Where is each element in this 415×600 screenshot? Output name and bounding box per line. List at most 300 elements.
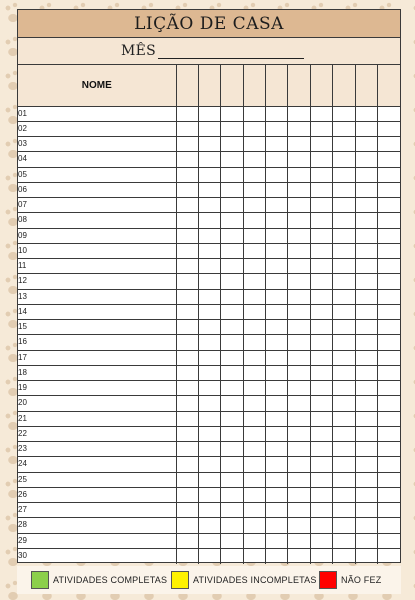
check-cell[interactable] [288, 472, 310, 487]
check-cell[interactable] [221, 426, 243, 441]
check-cell[interactable] [176, 137, 198, 152]
check-cell[interactable] [378, 350, 400, 365]
check-cell[interactable] [266, 381, 288, 396]
check-cell[interactable] [355, 106, 377, 121]
check-cell[interactable] [176, 152, 198, 167]
check-cell[interactable] [176, 198, 198, 213]
check-cell[interactable] [333, 365, 355, 380]
check-cell[interactable] [221, 106, 243, 121]
check-cell[interactable] [198, 381, 220, 396]
check-cell[interactable] [333, 137, 355, 152]
check-cell[interactable] [176, 396, 198, 411]
check-cell[interactable] [221, 487, 243, 502]
check-cell[interactable] [310, 167, 332, 182]
check-cell[interactable] [355, 457, 377, 472]
check-cell[interactable] [176, 518, 198, 533]
check-cell[interactable] [310, 289, 332, 304]
check-cell[interactable] [266, 548, 288, 563]
check-cell[interactable] [378, 442, 400, 457]
check-cell[interactable] [221, 289, 243, 304]
check-cell[interactable] [310, 304, 332, 319]
check-cell[interactable] [333, 335, 355, 350]
check-cell[interactable] [355, 137, 377, 152]
check-cell[interactable] [288, 121, 310, 136]
check-cell[interactable] [198, 411, 220, 426]
check-cell[interactable] [198, 518, 220, 533]
student-name-cell[interactable]: 20 [18, 396, 176, 411]
check-cell[interactable] [198, 213, 220, 228]
check-cell[interactable] [221, 411, 243, 426]
check-cell[interactable] [266, 152, 288, 167]
check-cell[interactable] [378, 548, 400, 563]
check-cell[interactable] [378, 274, 400, 289]
check-cell[interactable] [378, 182, 400, 197]
check-cell[interactable] [221, 548, 243, 563]
check-cell[interactable] [243, 365, 265, 380]
check-cell[interactable] [198, 548, 220, 563]
check-cell[interactable] [288, 426, 310, 441]
check-cell[interactable] [266, 442, 288, 457]
check-cell[interactable] [176, 259, 198, 274]
check-cell[interactable] [266, 228, 288, 243]
check-cell[interactable] [221, 442, 243, 457]
check-cell[interactable] [221, 350, 243, 365]
check-cell[interactable] [243, 304, 265, 319]
check-cell[interactable] [310, 228, 332, 243]
check-cell[interactable] [176, 106, 198, 121]
check-cell[interactable] [288, 182, 310, 197]
check-cell[interactable] [288, 213, 310, 228]
check-cell[interactable] [378, 152, 400, 167]
check-cell[interactable] [266, 243, 288, 258]
check-cell[interactable] [221, 152, 243, 167]
check-cell[interactable] [355, 304, 377, 319]
student-name-cell[interactable]: 21 [18, 411, 176, 426]
check-cell[interactable] [310, 381, 332, 396]
check-cell[interactable] [355, 274, 377, 289]
check-cell[interactable] [333, 182, 355, 197]
check-cell[interactable] [288, 381, 310, 396]
check-cell[interactable] [378, 365, 400, 380]
check-cell[interactable] [333, 213, 355, 228]
check-cell[interactable] [288, 503, 310, 518]
check-cell[interactable] [378, 411, 400, 426]
check-cell[interactable] [243, 487, 265, 502]
check-cell[interactable] [288, 167, 310, 182]
check-cell[interactable] [266, 167, 288, 182]
check-cell[interactable] [288, 396, 310, 411]
check-cell[interactable] [378, 381, 400, 396]
check-cell[interactable] [243, 518, 265, 533]
check-cell[interactable] [221, 243, 243, 258]
check-cell[interactable] [333, 274, 355, 289]
check-cell[interactable] [198, 503, 220, 518]
check-cell[interactable] [288, 259, 310, 274]
check-cell[interactable] [288, 487, 310, 502]
check-cell[interactable] [176, 533, 198, 548]
student-name-cell[interactable]: 11 [18, 259, 176, 274]
check-cell[interactable] [288, 533, 310, 548]
check-cell[interactable] [378, 503, 400, 518]
check-cell[interactable] [243, 533, 265, 548]
check-cell[interactable] [243, 243, 265, 258]
check-cell[interactable] [288, 350, 310, 365]
student-name-cell[interactable]: 24 [18, 457, 176, 472]
check-cell[interactable] [333, 411, 355, 426]
student-name-cell[interactable]: 03 [18, 137, 176, 152]
check-cell[interactable] [176, 503, 198, 518]
check-cell[interactable] [288, 320, 310, 335]
student-name-cell[interactable]: 17 [18, 350, 176, 365]
check-cell[interactable] [243, 442, 265, 457]
check-cell[interactable] [266, 533, 288, 548]
check-cell[interactable] [333, 426, 355, 441]
check-cell[interactable] [243, 274, 265, 289]
month-input-line[interactable] [158, 45, 304, 59]
check-cell[interactable] [221, 365, 243, 380]
check-cell[interactable] [310, 518, 332, 533]
check-cell[interactable] [333, 442, 355, 457]
student-name-cell[interactable]: 14 [18, 304, 176, 319]
check-cell[interactable] [198, 152, 220, 167]
check-cell[interactable] [378, 213, 400, 228]
check-cell[interactable] [266, 503, 288, 518]
check-cell[interactable] [333, 243, 355, 258]
check-cell[interactable] [198, 365, 220, 380]
check-cell[interactable] [288, 228, 310, 243]
student-name-cell[interactable]: 06 [18, 182, 176, 197]
check-cell[interactable] [266, 335, 288, 350]
check-cell[interactable] [378, 457, 400, 472]
check-cell[interactable] [243, 335, 265, 350]
check-cell[interactable] [176, 289, 198, 304]
student-name-cell[interactable]: 19 [18, 381, 176, 396]
check-cell[interactable] [378, 289, 400, 304]
check-cell[interactable] [310, 350, 332, 365]
check-cell[interactable] [378, 518, 400, 533]
check-cell[interactable] [176, 411, 198, 426]
check-cell[interactable] [176, 472, 198, 487]
check-cell[interactable] [310, 274, 332, 289]
check-cell[interactable] [221, 304, 243, 319]
check-cell[interactable] [333, 304, 355, 319]
check-cell[interactable] [288, 518, 310, 533]
check-cell[interactable] [266, 106, 288, 121]
check-cell[interactable] [243, 472, 265, 487]
student-name-cell[interactable]: 09 [18, 228, 176, 243]
check-cell[interactable] [221, 198, 243, 213]
check-cell[interactable] [333, 106, 355, 121]
check-cell[interactable] [333, 533, 355, 548]
check-cell[interactable] [288, 457, 310, 472]
check-cell[interactable] [378, 335, 400, 350]
check-cell[interactable] [198, 182, 220, 197]
check-cell[interactable] [355, 548, 377, 563]
check-cell[interactable] [243, 320, 265, 335]
student-name-cell[interactable]: 01 [18, 106, 176, 121]
check-cell[interactable] [288, 152, 310, 167]
student-name-cell[interactable]: 04 [18, 152, 176, 167]
check-cell[interactable] [198, 243, 220, 258]
check-cell[interactable] [266, 182, 288, 197]
check-cell[interactable] [378, 243, 400, 258]
check-cell[interactable] [333, 350, 355, 365]
check-cell[interactable] [176, 243, 198, 258]
check-cell[interactable] [310, 106, 332, 121]
check-cell[interactable] [198, 167, 220, 182]
check-cell[interactable] [176, 167, 198, 182]
check-cell[interactable] [378, 198, 400, 213]
check-cell[interactable] [378, 396, 400, 411]
check-cell[interactable] [355, 426, 377, 441]
check-cell[interactable] [221, 381, 243, 396]
check-cell[interactable] [221, 228, 243, 243]
check-cell[interactable] [378, 426, 400, 441]
check-cell[interactable] [221, 121, 243, 136]
check-cell[interactable] [288, 289, 310, 304]
student-name-cell[interactable]: 28 [18, 518, 176, 533]
student-name-cell[interactable]: 02 [18, 121, 176, 136]
check-cell[interactable] [221, 472, 243, 487]
student-name-cell[interactable]: 23 [18, 442, 176, 457]
check-cell[interactable] [333, 320, 355, 335]
check-cell[interactable] [198, 137, 220, 152]
check-cell[interactable] [266, 457, 288, 472]
check-cell[interactable] [243, 213, 265, 228]
check-cell[interactable] [310, 137, 332, 152]
check-cell[interactable] [333, 487, 355, 502]
check-cell[interactable] [176, 442, 198, 457]
check-cell[interactable] [333, 518, 355, 533]
check-cell[interactable] [198, 320, 220, 335]
check-cell[interactable] [288, 335, 310, 350]
check-cell[interactable] [355, 365, 377, 380]
student-name-cell[interactable]: 18 [18, 365, 176, 380]
check-cell[interactable] [243, 198, 265, 213]
check-cell[interactable] [198, 304, 220, 319]
check-cell[interactable] [243, 106, 265, 121]
check-cell[interactable] [310, 442, 332, 457]
check-cell[interactable] [333, 381, 355, 396]
check-cell[interactable] [288, 304, 310, 319]
check-cell[interactable] [310, 503, 332, 518]
check-cell[interactable] [266, 426, 288, 441]
check-cell[interactable] [221, 167, 243, 182]
check-cell[interactable] [176, 426, 198, 441]
check-cell[interactable] [310, 320, 332, 335]
check-cell[interactable] [176, 457, 198, 472]
check-cell[interactable] [378, 137, 400, 152]
student-name-cell[interactable]: 22 [18, 426, 176, 441]
student-name-cell[interactable]: 15 [18, 320, 176, 335]
check-cell[interactable] [243, 228, 265, 243]
check-cell[interactable] [243, 259, 265, 274]
check-cell[interactable] [221, 182, 243, 197]
check-cell[interactable] [221, 457, 243, 472]
check-cell[interactable] [355, 152, 377, 167]
check-cell[interactable] [198, 350, 220, 365]
check-cell[interactable] [333, 228, 355, 243]
check-cell[interactable] [266, 304, 288, 319]
check-cell[interactable] [310, 548, 332, 563]
check-cell[interactable] [378, 121, 400, 136]
student-name-cell[interactable]: 29 [18, 533, 176, 548]
student-name-cell[interactable]: 13 [18, 289, 176, 304]
check-cell[interactable] [333, 548, 355, 563]
check-cell[interactable] [378, 487, 400, 502]
check-cell[interactable] [310, 487, 332, 502]
check-cell[interactable] [310, 243, 332, 258]
check-cell[interactable] [243, 289, 265, 304]
check-cell[interactable] [355, 442, 377, 457]
check-cell[interactable] [266, 121, 288, 136]
check-cell[interactable] [333, 152, 355, 167]
check-cell[interactable] [355, 259, 377, 274]
student-name-cell[interactable]: 26 [18, 487, 176, 502]
check-cell[interactable] [355, 487, 377, 502]
check-cell[interactable] [243, 152, 265, 167]
check-cell[interactable] [355, 320, 377, 335]
check-cell[interactable] [176, 381, 198, 396]
check-cell[interactable] [176, 121, 198, 136]
check-cell[interactable] [378, 167, 400, 182]
check-cell[interactable] [266, 396, 288, 411]
check-cell[interactable] [266, 350, 288, 365]
check-cell[interactable] [198, 121, 220, 136]
check-cell[interactable] [198, 396, 220, 411]
check-cell[interactable] [355, 121, 377, 136]
check-cell[interactable] [221, 274, 243, 289]
check-cell[interactable] [310, 472, 332, 487]
check-cell[interactable] [333, 198, 355, 213]
check-cell[interactable] [176, 365, 198, 380]
check-cell[interactable] [378, 472, 400, 487]
check-cell[interactable] [221, 213, 243, 228]
check-cell[interactable] [333, 289, 355, 304]
check-cell[interactable] [288, 106, 310, 121]
check-cell[interactable] [333, 121, 355, 136]
check-cell[interactable] [355, 350, 377, 365]
student-name-cell[interactable]: 12 [18, 274, 176, 289]
check-cell[interactable] [243, 381, 265, 396]
check-cell[interactable] [288, 442, 310, 457]
check-cell[interactable] [243, 426, 265, 441]
check-cell[interactable] [243, 396, 265, 411]
student-name-cell[interactable]: 05 [18, 167, 176, 182]
check-cell[interactable] [243, 503, 265, 518]
student-name-cell[interactable]: 10 [18, 243, 176, 258]
check-cell[interactable] [310, 365, 332, 380]
student-name-cell[interactable]: 07 [18, 198, 176, 213]
check-cell[interactable] [288, 137, 310, 152]
check-cell[interactable] [266, 274, 288, 289]
check-cell[interactable] [198, 228, 220, 243]
check-cell[interactable] [333, 472, 355, 487]
check-cell[interactable] [243, 182, 265, 197]
check-cell[interactable] [243, 411, 265, 426]
student-name-cell[interactable]: 27 [18, 503, 176, 518]
check-cell[interactable] [266, 213, 288, 228]
check-cell[interactable] [198, 442, 220, 457]
check-cell[interactable] [221, 259, 243, 274]
check-cell[interactable] [198, 198, 220, 213]
check-cell[interactable] [176, 274, 198, 289]
check-cell[interactable] [333, 396, 355, 411]
check-cell[interactable] [355, 411, 377, 426]
check-cell[interactable] [198, 106, 220, 121]
check-cell[interactable] [355, 533, 377, 548]
check-cell[interactable] [243, 167, 265, 182]
check-cell[interactable] [221, 137, 243, 152]
check-cell[interactable] [221, 503, 243, 518]
check-cell[interactable] [176, 213, 198, 228]
check-cell[interactable] [355, 198, 377, 213]
check-cell[interactable] [378, 533, 400, 548]
check-cell[interactable] [176, 320, 198, 335]
check-cell[interactable] [355, 381, 377, 396]
check-cell[interactable] [355, 335, 377, 350]
check-cell[interactable] [266, 365, 288, 380]
check-cell[interactable] [266, 198, 288, 213]
check-cell[interactable] [333, 259, 355, 274]
check-cell[interactable] [288, 274, 310, 289]
check-cell[interactable] [378, 304, 400, 319]
check-cell[interactable] [355, 396, 377, 411]
check-cell[interactable] [266, 472, 288, 487]
check-cell[interactable] [198, 335, 220, 350]
check-cell[interactable] [355, 167, 377, 182]
check-cell[interactable] [266, 487, 288, 502]
check-cell[interactable] [243, 350, 265, 365]
check-cell[interactable] [266, 320, 288, 335]
check-cell[interactable] [266, 289, 288, 304]
check-cell[interactable] [266, 137, 288, 152]
check-cell[interactable] [198, 472, 220, 487]
check-cell[interactable] [310, 426, 332, 441]
check-cell[interactable] [310, 198, 332, 213]
check-cell[interactable] [288, 243, 310, 258]
check-cell[interactable] [310, 335, 332, 350]
check-cell[interactable] [310, 396, 332, 411]
check-cell[interactable] [198, 533, 220, 548]
check-cell[interactable] [355, 503, 377, 518]
check-cell[interactable] [243, 548, 265, 563]
check-cell[interactable] [176, 548, 198, 563]
check-cell[interactable] [310, 533, 332, 548]
check-cell[interactable] [310, 152, 332, 167]
student-name-cell[interactable]: 25 [18, 472, 176, 487]
check-cell[interactable] [266, 259, 288, 274]
check-cell[interactable] [288, 548, 310, 563]
check-cell[interactable] [310, 213, 332, 228]
check-cell[interactable] [378, 106, 400, 121]
check-cell[interactable] [310, 411, 332, 426]
check-cell[interactable] [333, 503, 355, 518]
check-cell[interactable] [221, 335, 243, 350]
check-cell[interactable] [355, 213, 377, 228]
check-cell[interactable] [176, 228, 198, 243]
student-name-cell[interactable]: 08 [18, 213, 176, 228]
check-cell[interactable] [198, 487, 220, 502]
check-cell[interactable] [266, 411, 288, 426]
check-cell[interactable] [288, 365, 310, 380]
check-cell[interactable] [288, 411, 310, 426]
check-cell[interactable] [176, 335, 198, 350]
check-cell[interactable] [221, 396, 243, 411]
check-cell[interactable] [288, 198, 310, 213]
check-cell[interactable] [310, 259, 332, 274]
check-cell[interactable] [355, 289, 377, 304]
